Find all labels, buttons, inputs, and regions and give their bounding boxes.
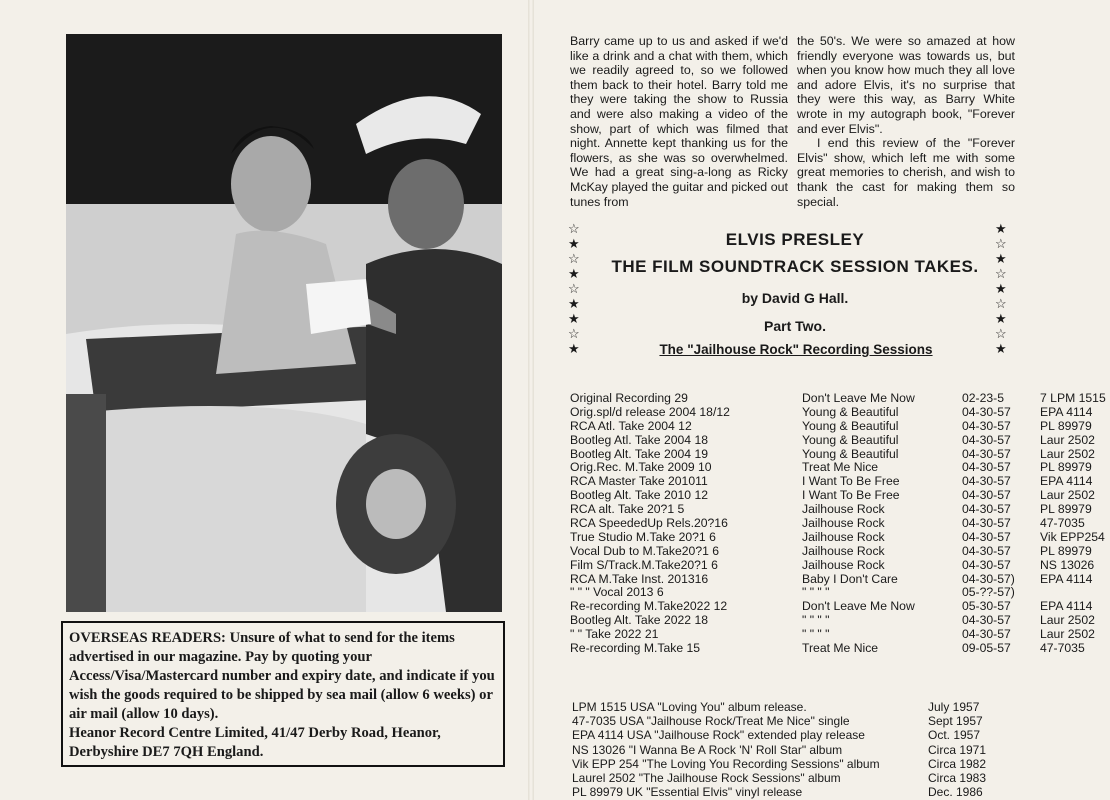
cell-release: Laur 2502 <box>1040 446 1095 461</box>
table-row <box>570 559 1110 573</box>
cell-source: Bootleg Alt. Take 2010 12 <box>570 488 709 503</box>
release-date: Circa 1971 <box>928 742 987 757</box>
list-item <box>572 728 998 742</box>
star-icon: ☆ <box>568 221 580 236</box>
table-row <box>570 517 1110 531</box>
star-icon: ★ <box>568 296 580 311</box>
article-byline: by David G Hall. <box>741 290 849 306</box>
cell-song: Young & Beautiful <box>802 404 899 419</box>
cell-source: " " " Vocal 2013 6 <box>570 585 664 600</box>
cell-source: Re-recording M.Take 15 <box>570 641 701 656</box>
star-icon: ★ <box>568 311 580 326</box>
release-desc: LPM 1515 USA "Loving You" album release. <box>572 700 807 714</box>
cell-song: Young & Beautiful <box>802 418 899 433</box>
cell-song: I Want To Be Free <box>802 488 900 503</box>
table-row <box>570 628 1110 642</box>
cell-date: 04-30-57 <box>962 432 1011 447</box>
cell-date: 04-30-57 <box>962 543 1011 558</box>
cell-source: True Studio M.Take 20?1 6 <box>570 529 716 544</box>
table-row <box>570 448 1110 462</box>
cell-song: Jailhouse Rock <box>802 557 885 572</box>
cell-release: Laur 2502 <box>1040 613 1095 628</box>
cell-source: Bootleg Alt. Take 2022 18 <box>570 613 709 628</box>
list-item <box>572 771 998 785</box>
sessions-table <box>570 392 1110 656</box>
star-icon: ★ <box>568 266 580 281</box>
overseas-readers-notice <box>61 621 505 767</box>
cell-song: Jailhouse Rock <box>802 516 885 531</box>
table-row <box>570 420 1110 434</box>
cell-source: " " Take 2022 21 <box>570 627 659 642</box>
table-row <box>570 406 1110 420</box>
star-icon: ★ <box>568 236 580 251</box>
table-row <box>570 489 1110 503</box>
star-icon: ★ <box>995 221 1007 236</box>
release-date: July 1957 <box>928 700 980 714</box>
photo-illustration <box>66 34 502 612</box>
cell-date: 04-30-57 <box>962 557 1011 572</box>
overseas-address: Heanor Record Centre Limited, 41/47 Derby Road, Heanor, Derbyshire DE7 7QH England. <box>69 725 441 760</box>
film-still-photo <box>66 34 502 612</box>
cell-release <box>1040 586 1110 600</box>
cell-date: 05-30-57 <box>962 599 1011 614</box>
article-part: Part Two. <box>764 318 826 334</box>
table-row <box>570 600 1110 614</box>
release-desc: 47-7035 USA "Jailhouse Rock/Treat Me Nice" single <box>572 714 850 729</box>
cell-release: EPA 4114 <box>1040 571 1093 586</box>
cell-date: 04-30-57 <box>962 488 1011 503</box>
table-row <box>570 614 1110 628</box>
cell-date: 04-30-57) <box>962 571 1015 586</box>
cell-date: 04-30-57 <box>962 460 1011 475</box>
cell-source: RCA Master Take 201011 <box>570 474 708 489</box>
cell-release: NS 13026 <box>1040 557 1095 572</box>
star-icon: ★ <box>568 341 580 356</box>
release-desc: PL 89979 UK "Essential Elvis" vinyl release <box>572 785 803 800</box>
overseas-heading: OVERSEAS READERS: <box>69 630 226 646</box>
table-row <box>570 503 1110 517</box>
cell-source: Re-recording M.Take2022 12 <box>570 599 728 614</box>
cell-song: Treat Me Nice <box>802 641 879 656</box>
list-item <box>572 757 998 771</box>
cell-date: 05-??-57) <box>962 585 1015 600</box>
cell-date: 04-30-57 <box>962 529 1011 544</box>
release-date: Dec. 1986 <box>928 785 983 800</box>
cell-source: RCA alt. Take 20?1 5 <box>570 502 685 517</box>
cell-song: Treat Me Nice <box>802 460 879 475</box>
cell-source: Vocal Dub to M.Take20?1 6 <box>570 543 720 558</box>
cell-release: PL 89979 <box>1040 543 1092 558</box>
cell-source: RCA SpeededUp Rels.20?16 <box>570 516 728 531</box>
intro-paragraph-1: Barry came up to us and asked if we'd like a drink and a chat with them, which we readily agreed to, so we followed them back to their hotel. Barry told me they were taking the show to Russia and were also making a video of the show, part of which was filmed that night. Annette kept thanking us for the flowers, as she was so overwhelmed. We had a great sing-a-long as Ricky McKay played the guitar and picked out tunes from <box>570 34 788 209</box>
table-row <box>570 573 1110 587</box>
cell-song: Baby I Don't Care <box>802 571 898 586</box>
cell-source: RCA M.Take Inst. 201316 <box>570 571 709 586</box>
release-desc: Laurel 2502 "The Jailhouse Rock Sessions" album <box>572 770 841 785</box>
cell-date: 09-05-57 <box>962 641 1011 656</box>
cell-release: EPA 4114 <box>1040 404 1093 419</box>
intro-column-2 <box>797 34 1015 209</box>
star-icon: ☆ <box>995 236 1007 251</box>
cell-date: 04-30-57 <box>962 516 1011 531</box>
star-icon: ★ <box>995 251 1007 266</box>
list-item <box>572 743 998 757</box>
table-row <box>570 461 1110 475</box>
list-item <box>572 785 998 799</box>
cell-release: Vik EPP254 <box>1040 529 1105 544</box>
star-icon: ☆ <box>568 326 580 341</box>
table-row <box>570 545 1110 559</box>
star-icon: ★ <box>995 311 1007 326</box>
release-desc: NS 13026 "I Wanna Be A Rock 'N' Roll Star" album <box>572 742 843 757</box>
cell-release: 47-7035 <box>1040 641 1085 656</box>
release-date: Oct. 1957 <box>928 728 981 743</box>
intro-column-1 <box>570 34 788 209</box>
cell-release: EPA 4114 <box>1040 474 1093 489</box>
cell-song: Young & Beautiful <box>802 446 899 461</box>
cell-release: EPA 4114 <box>1040 599 1093 614</box>
section-heading: The "Jailhouse Rock" Recording Sessions <box>659 342 933 357</box>
cell-source: Film S/Track.M.Take20?1 6 <box>570 557 718 572</box>
release-date: Sept 1957 <box>928 714 983 729</box>
cell-release: Laur 2502 <box>1040 432 1095 447</box>
article-title-line-1b: ELVIS PRESLEY <box>725 230 865 249</box>
release-date: Circa 1983 <box>928 770 987 785</box>
cell-release: 47-7035 <box>1040 516 1085 531</box>
cell-song: Don't Leave Me Now <box>802 599 915 614</box>
star-icon: ☆ <box>995 296 1007 311</box>
cell-song: Don't Leave Me Now <box>802 391 915 405</box>
star-icon: ☆ <box>568 281 580 296</box>
cell-source: Original Recording 29 <box>570 391 688 405</box>
star-icon: ☆ <box>568 251 580 266</box>
overseas-body: Unsure of what to send for the items advertised in our magazine. Pay by quoting your Access/Visa/Mastercard number and expiry date, and indicate if you wish the goods required to be shipped by sea mail (allow 6 weeks) or air mail (allow 10 days). <box>69 630 495 722</box>
release-list <box>572 700 998 799</box>
cell-song: " " " " <box>802 627 830 642</box>
star-border-left <box>568 222 580 356</box>
cell-song: I Want To Be Free <box>802 474 900 489</box>
cell-date: 04-30-57 <box>962 613 1011 628</box>
cell-source: Orig.Rec. M.Take 2009 10 <box>570 460 712 475</box>
cell-song: Jailhouse Rock <box>802 529 885 544</box>
cell-song: " " " " <box>802 585 830 600</box>
table-row <box>570 586 1110 600</box>
cell-source: Bootleg Atl. Take 2004 18 <box>570 432 709 447</box>
star-icon: ★ <box>995 341 1007 356</box>
cell-date: 04-30-57 <box>962 446 1011 461</box>
table-row <box>570 642 1110 656</box>
release-desc: EPA 4114 USA "Jailhouse Rock" extended play release <box>572 728 865 743</box>
table-row <box>570 475 1110 489</box>
cell-song: Jailhouse Rock <box>802 543 885 558</box>
cell-date: 02-23-5 <box>962 391 1005 405</box>
intro-paragraph-3: I end this review of the "Forever Elvis" show, which left me with some great memories to cherish, and wish to thank the cast for making them so special. <box>797 136 1015 209</box>
list-item <box>572 700 998 714</box>
cell-date: 04-30-57 <box>962 474 1011 489</box>
star-icon: ★ <box>995 281 1007 296</box>
table-row <box>570 434 1110 448</box>
cell-song: " " " " <box>802 613 830 628</box>
cell-source: Bootleg Alt. Take 2004 19 <box>570 446 709 461</box>
cell-release: PL 89979 <box>1040 418 1092 433</box>
page-gutter <box>528 0 534 800</box>
table-row <box>570 531 1110 545</box>
cell-release: PL 89979 <box>1040 502 1092 517</box>
article-title-line-2: THE FILM SOUNDTRACK SESSION TAKES. <box>611 257 979 276</box>
cell-date: 04-30-57 <box>962 502 1011 517</box>
cell-song: Young & Beautiful <box>802 432 899 447</box>
star-icon: ☆ <box>995 266 1007 281</box>
list-item <box>572 714 998 728</box>
cell-date: 04-30-57 <box>962 418 1011 433</box>
cell-date: 04-30-57 <box>962 404 1011 419</box>
cell-song: Jailhouse Rock <box>802 502 885 517</box>
cell-source: RCA Atl. Take 2004 12 <box>570 418 692 433</box>
cell-source: Orig.spl/d release 2004 18/12 <box>570 404 730 419</box>
cell-release: PL 89979 <box>1040 460 1092 475</box>
cell-release: Laur 2502 <box>1040 627 1095 642</box>
star-icon: ☆ <box>995 326 1007 341</box>
cell-date: 04-30-57 <box>962 627 1011 642</box>
table-row <box>570 392 1110 406</box>
release-desc: Vik EPP 254 "The Loving You Recording Sessions" album <box>572 756 880 771</box>
release-date: Circa 1982 <box>928 756 987 771</box>
cell-release: 7 LPM 1515 <box>1040 391 1106 405</box>
intro-paragraph-2: the 50's. We were so amazed at how friendly everyone was towards us, but when you know how much they all love and adore Elvis, it's no surprise that they were this way, as Barry White wrote in my autograph book, "Forever and ever Elvis". <box>797 34 1015 136</box>
cell-release: Laur 2502 <box>1040 488 1095 503</box>
